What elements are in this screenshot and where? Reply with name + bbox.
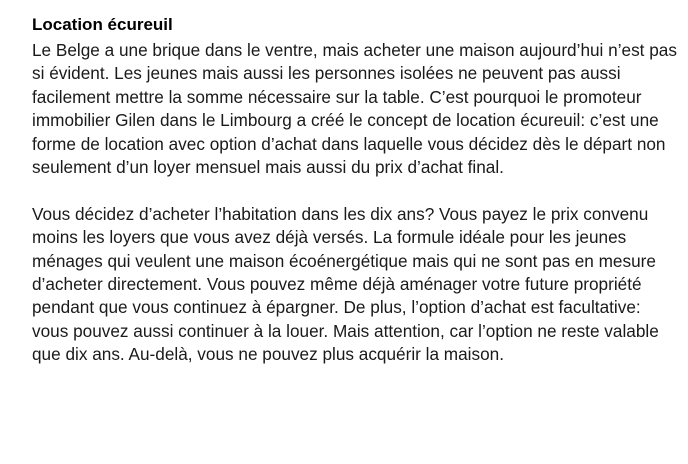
article [32,15,678,367]
article-paragraph-1: Le Belge a une brique dans le ventre, mais acheter une maison aujourd’hui n’est pas si évident. Les jeunes mais aussi les personnes isolées ne peuvent pas aussi facilement mettre la somme nécessaire sur la table. C’est pourquoi le promoteur immobilier Gilen dans le Limbourg a créé le concept de location écureuil: c’est une forme de location avec option d’achat dans laquelle vous décidez dès le départ non seulement d’un loyer mensuel mais aussi du prix d’achat final. [32,40,677,178]
article-title: Location écureuil [32,15,173,34]
article-paragraph-2: Vous décidez d’acheter l’habitation dans les dix ans? Vous payez le prix convenu moins les loyers que vous avez déjà versés. La formule idéale pour les jeunes ménages qui veulent une maison écoénergétique mais qui ne sont pas en mesure d’acheter directement. Vous pouvez même déjà aménager votre future propriété pendant que vous continuez à épargner. De plus, l’option d’achat est facultative: vous pouvez aussi continuer à la louer. Mais attention, car l’option ne reste valable que dix ans. Au-delà, vous ne pouvez plus acquérir la maison. [32,203,659,365]
